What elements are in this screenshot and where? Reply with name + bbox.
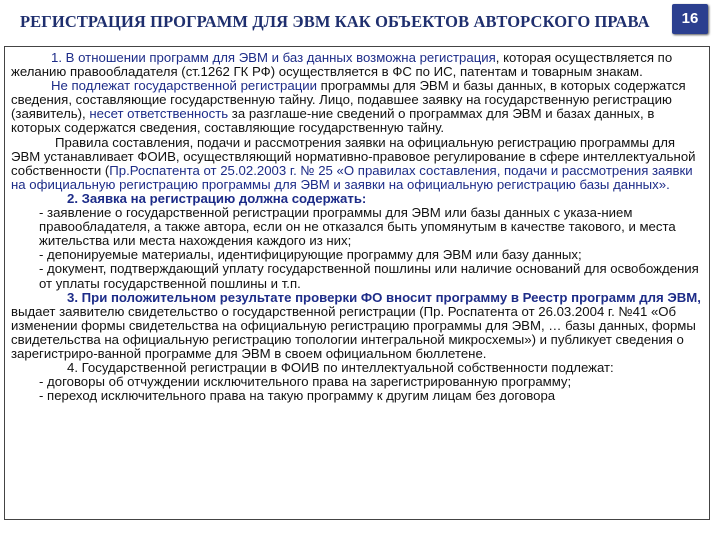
list-item-3: - документ, подтверждающий уплату государственной пошлины или наличие оснований для освобождения от уплаты государственной пошлины и т.п.	[39, 261, 699, 291]
paragraph-8	[11, 291, 707, 361]
paragraph-1	[11, 51, 707, 79]
paragraph-3	[11, 136, 707, 192]
paragraph-8-lead: 3. При положительном результате проверки	[67, 289, 361, 305]
paragraph-8-highlight: ФО вносит программу в Реестр программ для ЭВМ,	[360, 289, 701, 305]
page-title: РЕГИСТРАЦИЯ ПРОГРАММ ДЛЯ ЭВМ КАК ОБЪЕКТОВ АВТОРСКОГО ПРАВА	[20, 12, 650, 31]
paragraph-1-lead: 1. В отношении программ для ЭВМ и баз данных возможна регистрация	[51, 50, 496, 65]
paragraph-2-tail: за разглаше-ние сведений о программах для ЭВМ и базах данных, в которых содержатся сведения, составляющие государственную тайну.	[11, 106, 655, 136]
paragraph-2-highlight: несет ответственность	[89, 106, 229, 122]
paragraph-8-text: выдает заявителю свидетельство о государственной регистрации (Пр. Роспатента от 26.03.2004 г. №41 «Об изменении формы свидетельства на официальную регистрацию программы для ЭВМ, … базы данных, формы свидетельства на официальную регистрацию топологии интегральной микросхемы») и публикует сведения о зарегистриро-ванной программе для ЭВМ в своем официальном бюллетене.	[11, 303, 696, 361]
paragraph-3-text: Правила составления, подачи и рассмотрения заявки на официальную регистрацию программы для ЭВМ устанавливает ФОИВ, осуществляющий нормативно-правовое регулирование в сфере интеллектуальной собственности (	[11, 134, 696, 178]
list-item-1: - заявление о государственной регистрации программы для ЭВМ или базы данных с указа-нием правообладателя, а также автора, если он не отказался быть упомянутым в качестве такового, и места жительства или места нахождения каждого из них;	[39, 205, 676, 249]
paragraph-9: 4. Государственной регистрации в ФОИВ по интеллектуальной собственности подлежат:	[67, 360, 614, 376]
list-item-2: - депонируемые материалы, идентифицирующие программу для ЭВМ или базу данных;	[39, 247, 582, 263]
paragraph-1-text: , которая осуществляется по желанию правообладателя (ст.1262 ГК РФ) осуществляется в ФС по ИС, патентам и товарным знакам.	[11, 50, 673, 80]
list-item-5: - переход исключительного права на такую программу к другим лицам без договора	[39, 388, 556, 404]
paragraph-2-lead: Не подлежат государственной регистрации	[51, 78, 318, 94]
paragraph-2-text: программы для ЭВМ и базы данных, в которых содержатся сведения, составляющие государственную тайну. Лицо, подавшее заявку на государственную регистрацию (заявитель),	[11, 78, 686, 122]
slide-number-badge: 16	[672, 4, 708, 34]
paragraph-4: 2. Заявка на регистрацию должна содержать:	[67, 190, 367, 206]
paragraph-3-reference: Пр.Роспатента от 25.02.2003 г. № 25 «О правилах составления, подачи и рассмотрения заявки на официальную регистрацию программы для ЭВМ и заявки на официальную регистрацию базы данных».	[11, 162, 693, 192]
paragraph-2	[11, 79, 707, 135]
list-item-4: - договоры об отчуждении исключительного права на зарегистрированную программу;	[39, 374, 572, 390]
content-body	[11, 51, 707, 403]
